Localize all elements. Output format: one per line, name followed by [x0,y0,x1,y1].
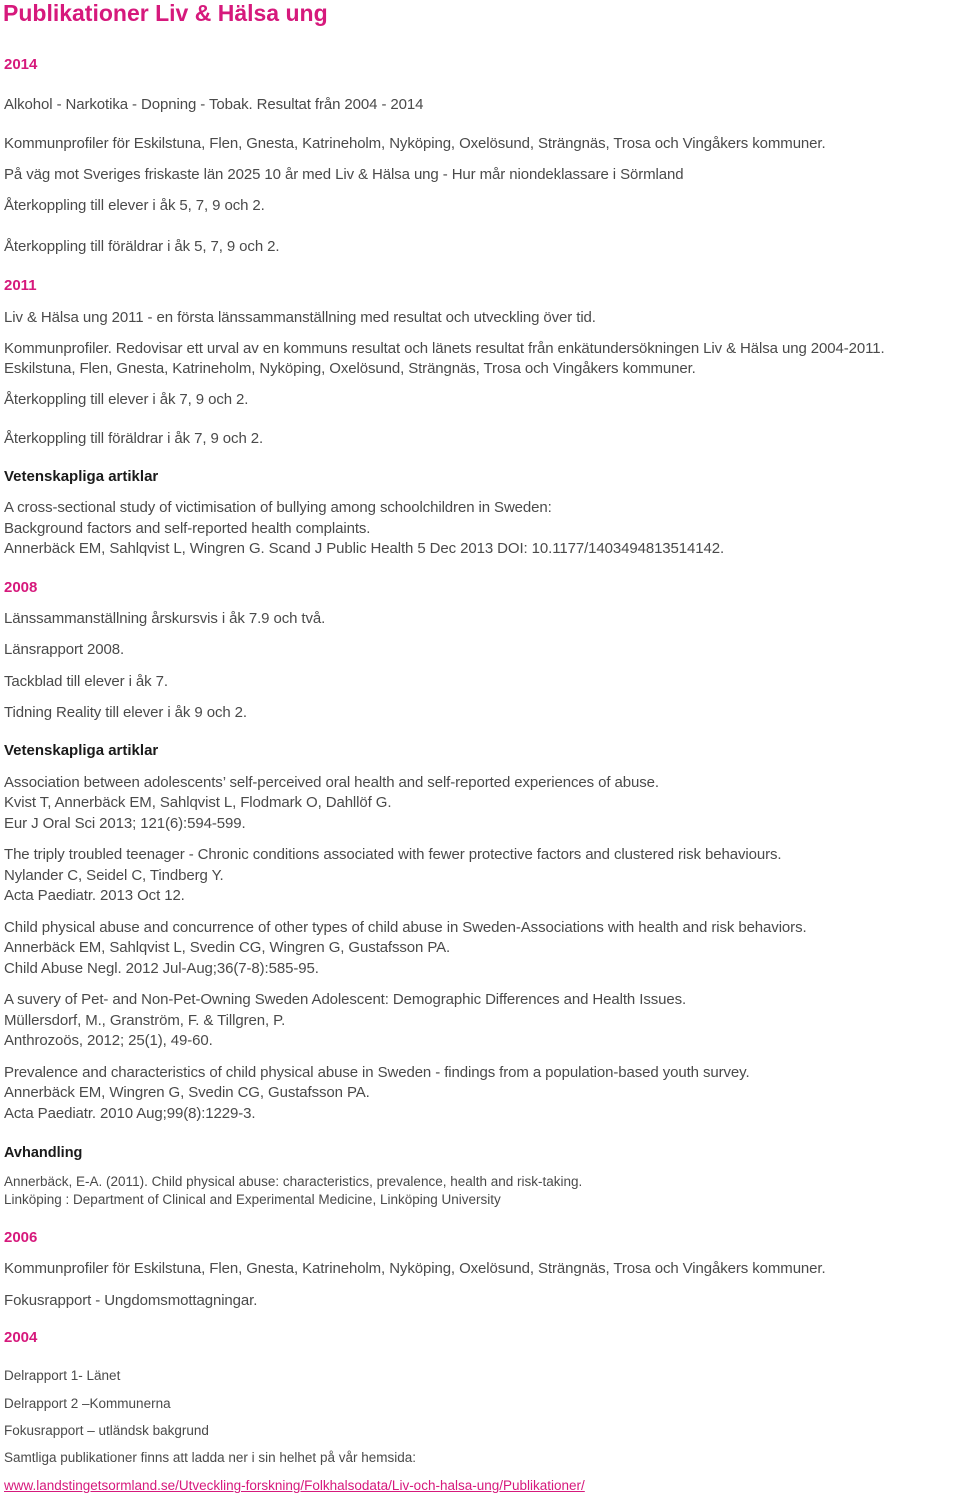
publication-item: Samtliga publikationer finns att ladda ner i sin helhet på vår hemsida: [4,1450,416,1465]
article-line: Acta Paediatr. 2010 Aug;99(8):1229-3. [4,1105,256,1122]
article-line: A suvery of Pet- and Non-Pet-Owning Sweden Adolescent: Demographic Differences and Health Issues. [4,991,687,1008]
article-line: Müllersdorf, M., Granström, F. & Tillgren, P. [4,1012,286,1029]
section-heading-articles: Vetenskapliga artiklar [4,742,159,759]
article-line: A cross-sectional study of victimisation of bullying among schoolchildren in Sweden: [4,499,552,516]
publication-item: Återkoppling till elever i åk 7, 9 och 2. [4,391,249,408]
article-line: Background factors and self-reported health complaints. [4,520,371,537]
section-heading-thesis: Avhandling [4,1145,83,1161]
year-heading-2011: 2011 [4,277,37,294]
publication-item: Återkoppling till elever i åk 5, 7, 9 och 2. [4,197,265,214]
page-title: Publikationer Liv & Hälsa ung [3,0,328,26]
article-line: Child physical abuse and concurrence of other types of child abuse in Sweden-Associations with health and risk behaviors. [4,919,807,936]
publication-item: På väg mot Sveriges friskaste län 2025 10 år med Liv & Hälsa ung - Hur mår niondeklassare i Sörmland [4,166,684,183]
article-line: Nylander C, Seidel C, Tindberg Y. [4,867,224,884]
publication-item: Fokusrapport – utländsk bakgrund [4,1423,209,1438]
thesis-line: Annerbäck, E-A. (2011). Child physical abuse: characteristics, prevalence, health and risk-taking. [4,1174,583,1189]
publication-item: Kommunprofiler. Redovisar ett urval av en kommuns resultat och länets resultat från enkätundersökningen Liv & Hälsa ung 2004-2011. [4,340,885,357]
article-line: Annerbäck EM, Sahlqvist L, Svedin CG, Wingren G, Gustafsson PA. [4,939,451,956]
publication-item: Liv & Hälsa ung 2011 - en första länssammanställning med resultat och utveckling över tid. [4,309,596,326]
article-line: Child Abuse Negl. 2012 Jul-Aug;36(7-8):585-95. [4,960,319,977]
publication-item: Delrapport 2 –Kommunerna [4,1396,171,1411]
publication-item: Återkoppling till föräldrar i åk 5, 7, 9 och 2. [4,238,280,255]
publication-item: Kommunprofiler för Eskilstuna, Flen, Gnesta, Katrineholm, Nyköping, Oxelösund, Strängnäs, Trosa och Vingåkers kommuner. [4,1260,826,1277]
year-heading-2004: 2004 [4,1329,38,1346]
article-line: Annerbäck EM, Wingren G, Svedin CG, Gustafsson PA. [4,1084,370,1101]
year-heading-2008: 2008 [4,579,38,596]
year-heading-2006: 2006 [4,1229,38,1246]
publication-item: Kommunprofiler för Eskilstuna, Flen, Gnesta, Katrineholm, Nyköping, Oxelösund, Strängnäs, Trosa och Vingåkers kommuner. [4,135,826,152]
publication-item: Tackblad till elever i åk 7. [4,673,168,690]
article-line: Association between adolescents’ self-perceived oral health and self-reported experiences of abuse. [4,774,659,791]
article-line: Prevalence and characteristics of child physical abuse in Sweden - findings from a population-based youth survey. [4,1064,750,1081]
article-line: Anthrozoös, 2012; 25(1), 49-60. [4,1032,213,1049]
article-line: Annerbäck EM, Sahlqvist L, Wingren G. Scand J Public Health 5 Dec 2013 DOI: 10.1177/1403494813514142. [4,540,725,557]
publication-item: Delrapport 1- Länet [4,1368,121,1383]
website-link[interactable]: www.landstingetsormland.se/Utveckling-forskning/Folkhalsodata/Liv-och-halsa-ung/Publikationer/ [4,1478,585,1493]
article-line: Kvist T, Annerbäck EM, Sahlqvist L, Flodmark O, Dahllöf G. [4,794,392,811]
publication-item: Tidning Reality till elever i åk 9 och 2. [4,704,247,721]
section-heading-articles: Vetenskapliga artiklar [4,468,159,485]
year-heading-2014: 2014 [4,56,38,73]
publication-item: Alkohol - Narkotika - Dopning - Tobak. Resultat från 2004 - 2014 [4,96,424,113]
publication-item: Länsrapport 2008. [4,641,125,658]
thesis-line: Linköping : Department of Clinical and Experimental Medicine, Linköping University [4,1192,501,1207]
article-line: The triply troubled teenager - Chronic conditions associated with fewer protective factors and clustered risk behaviours. [4,846,782,863]
publication-item: Fokusrapport - Ungdomsmottagningar. [4,1292,258,1309]
publication-item: Återkoppling till föräldrar i åk 7, 9 och 2. [4,430,264,447]
publication-item: Eskilstuna, Flen, Gnesta, Katrineholm, Nyköping, Oxelösund, Strängnäs, Trosa och Vingåkers kommuner. [4,360,696,377]
publication-item: Länssammanställning årskursvis i åk 7.9 och två. [4,610,326,627]
article-line: Eur J Oral Sci 2013; 121(6):594-599. [4,815,246,832]
article-line: Acta Paediatr. 2013 Oct 12. [4,887,185,904]
